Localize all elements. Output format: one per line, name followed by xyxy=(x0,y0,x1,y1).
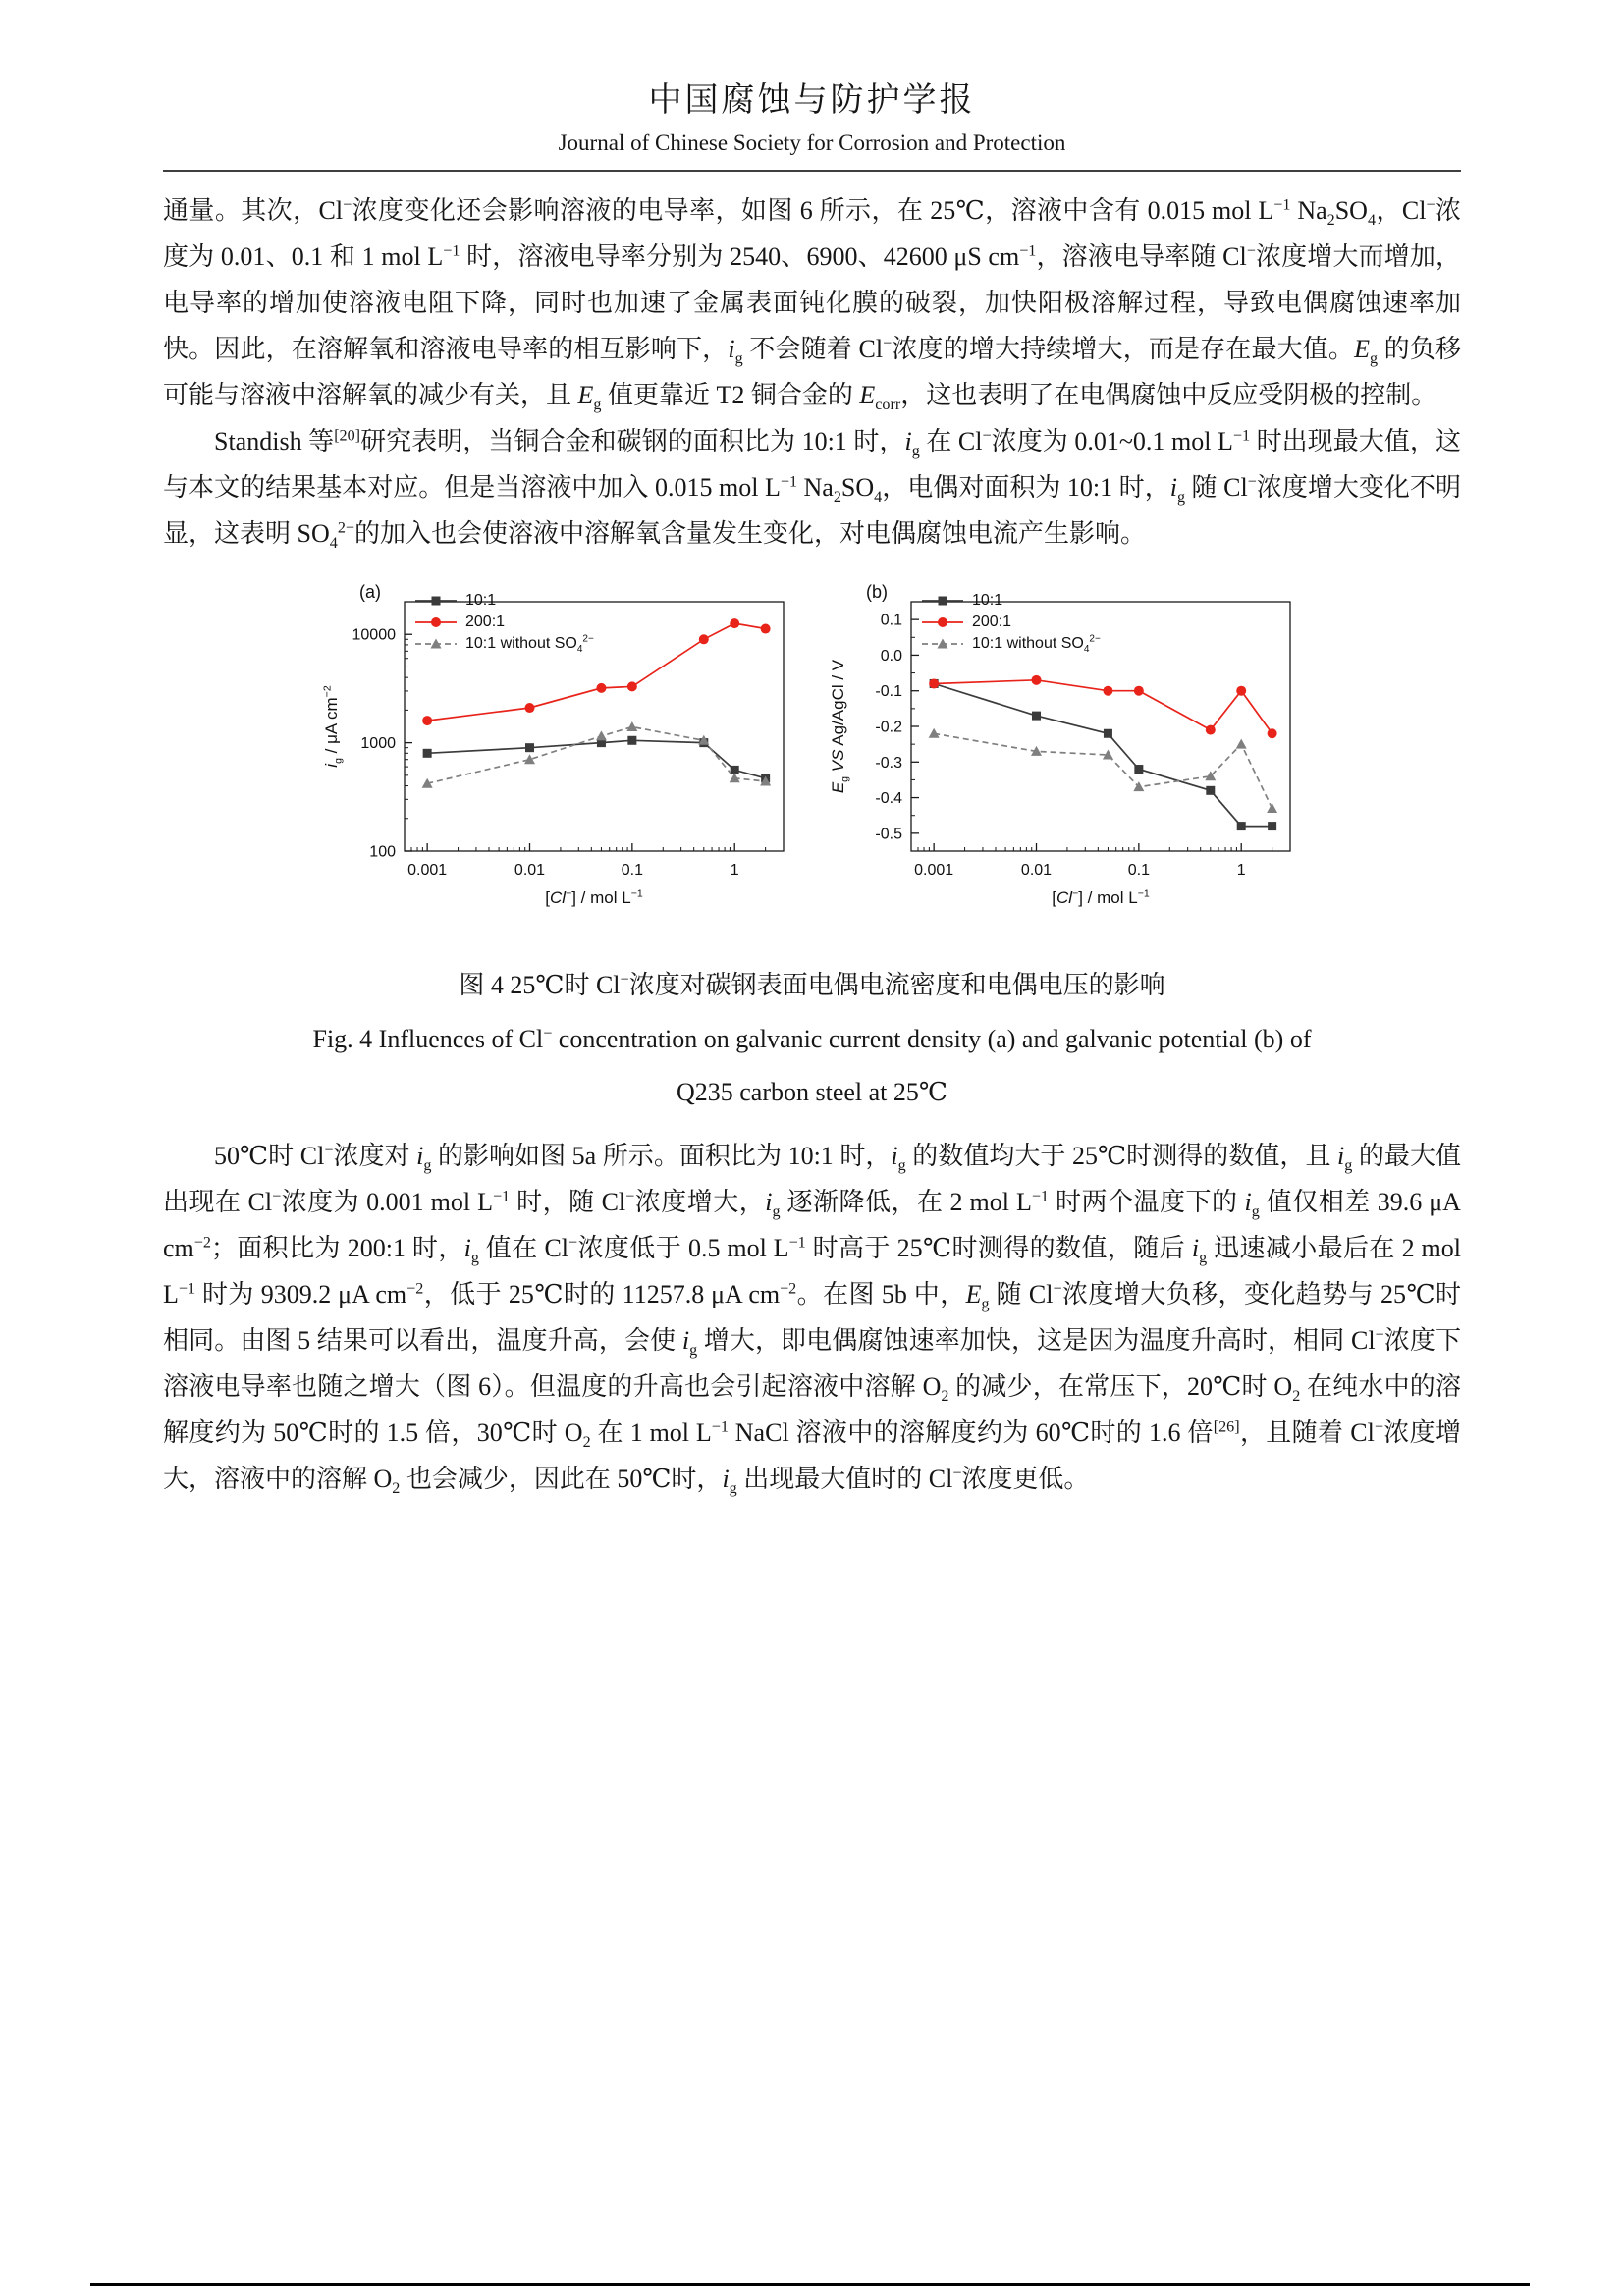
legend-marker-icon xyxy=(414,615,458,629)
figure-4-charts xyxy=(163,582,1461,930)
journal-header xyxy=(163,73,1461,172)
legend-marker-icon xyxy=(414,637,458,651)
svg-text:0.001: 0.001 xyxy=(914,862,954,879)
svg-text:1000: 1000 xyxy=(360,735,396,753)
svg-text:1: 1 xyxy=(730,862,739,879)
page-bottom-rule xyxy=(90,2283,1530,2286)
chart-galvanic-potential xyxy=(825,582,1306,930)
svg-text:0.0: 0.0 xyxy=(880,647,902,665)
svg-text:-0.1: -0.1 xyxy=(875,683,902,701)
figure-4 xyxy=(163,582,1461,1107)
svg-text:-0.5: -0.5 xyxy=(875,826,902,843)
svg-text:-0.3: -0.3 xyxy=(875,754,902,772)
legend-label: 200:1 xyxy=(465,614,506,630)
chart-b-y-axis-label: $E_g$ VS Ag/AgCl / V xyxy=(829,659,851,794)
chart-b-legend xyxy=(921,590,1101,655)
legend-item xyxy=(921,633,1101,655)
svg-text:-0.2: -0.2 xyxy=(875,719,902,736)
journal-title-en: Journal of Chinese Society for Corrosion and Protection xyxy=(558,131,1066,155)
legend-marker-icon xyxy=(921,615,964,629)
legend-label: 10:1 xyxy=(465,592,497,609)
legend-item xyxy=(414,590,594,612)
legend-marker-icon xyxy=(921,594,964,608)
legend-label: 200:1 xyxy=(972,614,1012,630)
legend-marker-icon xyxy=(921,637,964,651)
svg-text:1: 1 xyxy=(1236,862,1246,879)
svg-text:0.01: 0.01 xyxy=(514,862,546,879)
chart-a-y-axis-label: $i_g$ / μA $cm^{-2}$ xyxy=(321,685,345,768)
legend-item xyxy=(414,612,594,633)
svg-text:10000: 10000 xyxy=(352,626,396,644)
chart-a-x-axis-label: [Cl−] / mol $L^{-1}$ xyxy=(545,887,643,907)
paragraph-3: 50℃时 Cl−浓度对 $i_g$ 的影响如图 5a 所示。面积比为 10:1 时，$i_g$ 的数值均大于 25℃时测得的数值，且 $i_g$ 的最大值出现在 Cl−浓度为 0.001 mol $L^{-1}$ 时，随 Cl−浓度增大，$i_g$ 逐渐降低，在 2 mol $L^{-1}$ 时两个温度下的 $i_g$ 值仅相差 39.6 μA $cm^{-2}$；面积比为 200:1 时，$i_g$ 值在 Cl−浓度低于 0.5 mol $L^{-1}$ 时高于 25℃时测得的数值，随后 $i_g$ 迅速减小最后在 2 mol $L^{-1}$ 时为 9309.2 μA $cm^{-2}$，低于 25℃时的 11257.8 μA $cm^{-2}$。在图 5b 中，$E_g$ 随 Cl−浓度增大负移，变化趋势与 25℃时相同。由图 5 结果可以看出，温度升高，会使 $i_g$ 增大，即电偶腐蚀速率加快，这是因为温度升高时，相同 Cl−浓度下溶液电导率也随之增大（图 6）。但温度的升高也会引起溶液中溶解 $O_2$ 的减少，在常压下，20℃时 $O_2$ 在纯水中的溶解度约为 50℃时的 1.5 倍，30℃时 $O_2$ 在 1 mol $L^{-1}$ NaCl 溶液中的溶解度约为 60℃时的 1.6 倍[26]，且随着 Cl−浓度增大，溶液中的溶解 $O_2$ 也会减少，因此在 50℃时，$i_g$ 出现最大值时的 Cl−浓度更低。 xyxy=(163,1142,1462,1498)
legend-marker-icon xyxy=(414,594,458,608)
svg-text:100: 100 xyxy=(369,843,396,861)
journal-title-zh: 中国腐蚀与防护学报 xyxy=(648,82,976,119)
figure-caption-en-line2: Q235 carbon steel at 25℃ xyxy=(676,1078,947,1106)
chart-b-x-axis-label: [Cl−] / mol $L^{-1}$ xyxy=(1052,887,1150,907)
svg-text:0.1: 0.1 xyxy=(1127,862,1150,879)
chart-galvanic-current-density xyxy=(318,582,799,930)
article-body xyxy=(163,187,1461,1502)
panel-a-label: (a) xyxy=(359,582,381,602)
panel-b-label: (b) xyxy=(866,582,888,602)
figure-caption-zh: 图 4 25℃时 Cl−浓度对碳钢表面电偶电流密度和电偶电压的影响 xyxy=(459,971,1165,999)
svg-text:0.001: 0.001 xyxy=(407,862,448,879)
figure-4-captions xyxy=(163,965,1461,1107)
chart-a-legend xyxy=(414,590,594,655)
paragraph-1: 通量。其次，Cl−浓度变化还会影响溶液的电导率，如图 6 所示，在 25℃，溶液中含有 0.015 mol $L^{-1}$ $Na_2SO_4$，Cl−浓度为 0.01、0.1 和 1 mol $L^{-1}$ 时，溶液电导率分别为 2540、6900、42600 μS $cm^{-1}$，溶液电导率随 Cl−浓度增大而增加，电导率的增加使溶液电阻下降，同时也加速了金属表面钝化膜的破裂，加快阳极溶解过程，导致电偶腐蚀速率加快。因此，在溶解氧和溶液电导率的相互影响下，$i_g$ 不会随着 Cl−浓度的增大持续增大，而是存在最大值。$E_g$ 的负移可能与溶液中溶解氧的减少有关，且 $E_g$ 值更靠近 T2 铜合金的 $E_{corr}$，这也表明了在电偶腐蚀中反应受阴极的控制。 xyxy=(163,196,1461,414)
svg-text:-0.4: -0.4 xyxy=(875,790,902,808)
svg-text:0.1: 0.1 xyxy=(621,862,643,879)
legend-item xyxy=(921,590,1101,612)
svg-text:0.01: 0.01 xyxy=(1020,862,1053,879)
figure-caption-en-line1: Fig. 4 Influences of Cl− concentration on galvanic current density (a) and galvanic potential (b) of xyxy=(312,1025,1312,1053)
legend-label: 10:1 without $SO_4^{2-}$ xyxy=(465,633,594,656)
legend-item xyxy=(414,633,594,655)
legend-label: 10:1 without $SO_4^{2-}$ xyxy=(972,633,1101,656)
legend-item xyxy=(921,612,1101,633)
paragraph-2: Standish 等[20]研究表明，当铜合金和碳钢的面积比为 10:1 时，$i_g$ 在 Cl−浓度为 0.01~0.1 mol $L^{-1}$ 时出现最大值，这与本文的结果基本对应。但是当溶液中加入 0.015 mol $L^{-1}$ $Na_2SO_4$，电偶对面积为 10:1 时，$i_g$ 随 Cl−浓度增大变化不明显，这表明 $SO_4^{2-}$的加入也会使溶液中溶解氧含量发生变化，对电偶腐蚀电流产生影响。 xyxy=(163,427,1461,553)
svg-text:0.1: 0.1 xyxy=(880,612,902,629)
legend-label: 10:1 xyxy=(972,592,1003,609)
